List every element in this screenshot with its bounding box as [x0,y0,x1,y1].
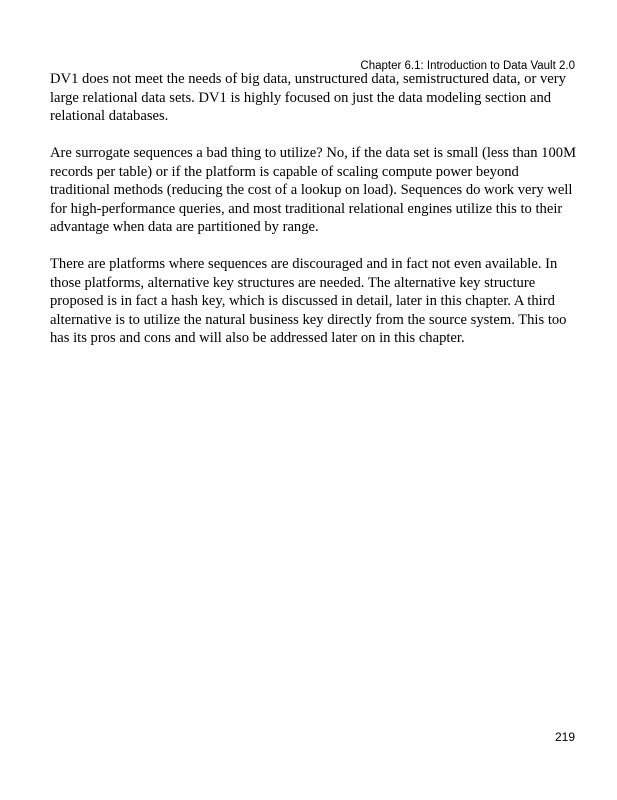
body-text [50,70,578,366]
running-header: Chapter 6.1: Introduction to Data Vault 2.0 [360,60,575,72]
paragraph: There are platforms where sequences are discouraged and in fact not even available. In those platforms, alternative key structures are needed. The alternative key structure proposed is in fact a hash key, which is discussed in detail, later in this chapter. A third alternative is to utilize the natural business key directly from the source system. This too has its pros and cons and will also be addressed later on in this chapter. [50,256,567,346]
paragraph: DV1 does not meet the needs of big data, unstructured data, semistructured data, or very large relational data sets. DV1 is highly focused on just the data modeling section and relational databases. [50,71,566,124]
paragraph: Are surrogate sequences a bad thing to utilize? No, if the data set is small (less than 100M records per table) or if the platform is capable of scaling compute power beyond traditional methods (reducing the cost of a lookup on load). Sequences do work very well for high-performance queries, and most traditional relational engines utilize this to their advantage when data are partitioned by range. [50,145,577,235]
page-number: 219 [554,730,575,744]
